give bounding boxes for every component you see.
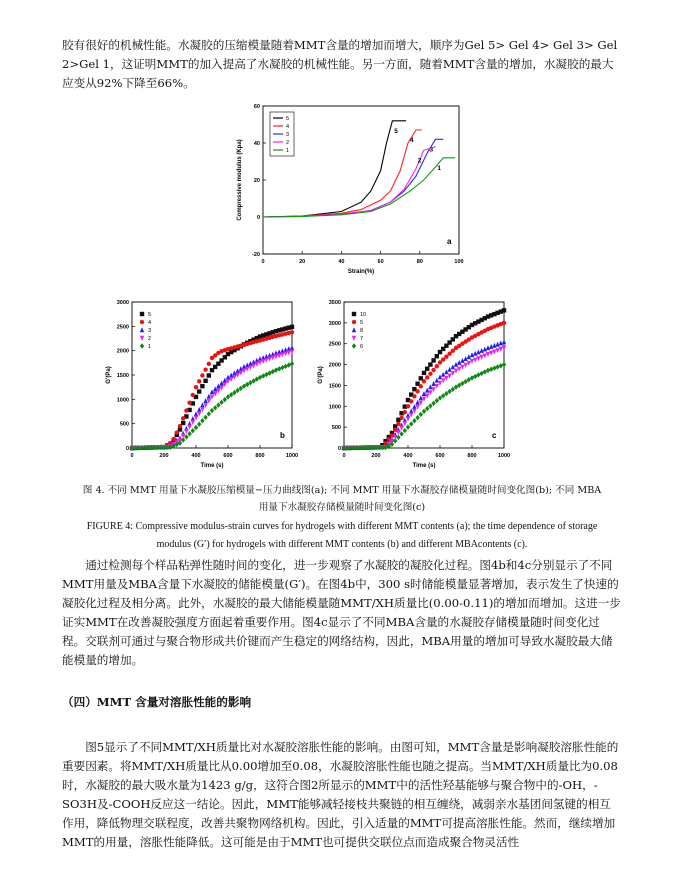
data-point	[435, 354, 439, 358]
x-tick-label: 1000	[497, 453, 511, 459]
data-point	[415, 400, 419, 405]
data-point	[425, 375, 429, 379]
intro-paragraph: 胶有很好的机械性能。水凝胶的压缩模量随着MMT含量的增加而增大，顺序为Gel 5> Gel 4> Gel 3> Gel 2>Gel 1，这证明MMT的加入提高了水凝胶的机械性能。另一方面，随着MMT含量的增加，水凝胶的最大应变从92%下降至66%。	[62, 38, 618, 90]
y-tick-label: 60	[253, 104, 260, 110]
y-tick-label: 1000	[116, 397, 129, 404]
data-point	[200, 418, 204, 423]
data-point	[415, 415, 419, 420]
x-tick-label: 200	[159, 453, 169, 459]
data-point	[502, 308, 506, 312]
data-point	[495, 364, 499, 369]
data-point	[428, 403, 432, 408]
data-point	[187, 425, 191, 430]
data-point	[399, 416, 403, 420]
data-point	[283, 351, 287, 356]
data-point	[267, 357, 271, 362]
y-tick-label: 3500	[328, 300, 341, 306]
data-point	[412, 394, 416, 398]
x-tick-label: 20	[299, 259, 306, 265]
data-point	[412, 418, 416, 423]
y-tick-label: 20	[253, 178, 260, 184]
data-point	[197, 379, 201, 383]
y-tick-label: 0	[256, 215, 260, 221]
data-point	[499, 363, 503, 368]
data-point	[274, 354, 278, 359]
series-1	[130, 361, 294, 451]
legend-label: 1	[148, 344, 152, 350]
data-point	[191, 420, 195, 425]
data-point	[277, 353, 281, 358]
series-2	[130, 349, 294, 450]
curve-label: 5	[394, 127, 398, 135]
legend-marker	[352, 336, 356, 341]
legend-label: 1	[286, 148, 290, 154]
chart-storage-modulus-mmt	[100, 296, 305, 474]
data-point	[428, 372, 432, 376]
legend-label: 5	[148, 312, 152, 318]
x-tick-label: 400	[191, 453, 201, 459]
y-tick-label: 0	[125, 446, 129, 452]
data-point	[409, 399, 413, 403]
legend-marker	[140, 327, 144, 332]
data-point	[447, 367, 451, 372]
panel-label: b	[280, 431, 285, 440]
swelling-paragraph: 图5显示了不同MMT/XH质量比对水凝胶溶胀性能的影响。由图可知，MMT含量是影响凝胶溶胀性能的重要因素。将MMT/XH质量比从0.00增加至0.08，水凝胶溶胀性能也随之提高。当MMT/XH质量比为0.08时，水凝胶的最大吸水量为1423 g/g，这符合图2所显示的MMT中的活性羟基能够与聚合物中的-OH，-SO3H及-COOH反应这一结论。因此，MMT能够减轻接枝共聚链的相互缠绕，减弱亲水基团间氢键的相互作用，降低物理交联程度，改善共聚物网络机构。因此，引入适量的MMT可提高溶胀性能。然而，继续增加MMT的用量，溶胀性能降低。这可能是由于MMT也可提供交联位点而造成聚合物灵活性	[62, 740, 619, 849]
x-tick-label: 800	[255, 453, 265, 459]
x-tick-label: 600	[435, 453, 445, 459]
data-point	[203, 415, 207, 420]
data-point	[203, 398, 207, 403]
data-point	[200, 373, 204, 377]
x-tick-label: 400	[403, 453, 413, 459]
data-point	[261, 359, 265, 364]
data-point	[207, 399, 211, 404]
data-point	[223, 397, 227, 402]
y-axis-label: G'(Pa)	[106, 366, 112, 384]
chart-compressive-modulus	[235, 100, 475, 285]
data-point	[396, 422, 400, 426]
legend-label: 2	[148, 336, 152, 342]
data-point	[194, 416, 198, 421]
series-5	[130, 325, 294, 451]
data-point	[415, 389, 419, 393]
figure-caption-en-line1: FIGURE 4: Compressive modulus-strain curves for hydrogels with different MMT contents (a); the time dependence of storage	[86, 521, 598, 532]
data-point	[451, 364, 455, 369]
curve-label: 4	[409, 137, 414, 145]
data-point	[502, 339, 506, 344]
data-point	[216, 402, 220, 407]
x-tick-label: 40	[338, 259, 345, 265]
data-point	[191, 428, 195, 433]
data-point	[489, 367, 493, 372]
series-line	[263, 147, 436, 217]
data-point	[422, 409, 426, 414]
figure-caption-cn-line2: 用量下水凝胶存储模量随时间变化图(c)	[258, 502, 426, 513]
x-tick-label: 600	[223, 453, 233, 459]
y-tick-label: 2000	[116, 348, 129, 355]
legend-label: 2	[286, 140, 290, 146]
x-tick-label: 60	[377, 259, 384, 265]
data-point	[290, 325, 294, 329]
data-point	[280, 352, 284, 357]
data-point	[492, 365, 496, 370]
data-point	[290, 345, 294, 350]
series-1	[263, 158, 455, 217]
legend	[270, 112, 294, 156]
legend-label: 5	[286, 116, 290, 122]
data-point	[419, 412, 423, 417]
y-tick-label: 1500	[116, 373, 129, 379]
data-point	[175, 430, 179, 434]
x-tick-label: 1000	[285, 453, 299, 459]
data-point	[403, 410, 407, 414]
y-axis-label: G'(Pa)	[318, 366, 324, 384]
data-point	[499, 341, 503, 346]
legend-label: 5	[360, 320, 364, 326]
data-point	[393, 438, 397, 443]
curve-label: 2	[417, 157, 422, 165]
data-point	[210, 408, 214, 413]
data-point	[194, 425, 198, 430]
data-point	[486, 345, 490, 350]
data-point	[425, 406, 429, 411]
x-tick-label: 100	[454, 259, 464, 265]
data-point	[431, 368, 435, 372]
data-point	[203, 379, 207, 383]
data-point	[264, 358, 268, 363]
data-point	[197, 389, 201, 393]
legend-label: 3	[148, 328, 152, 334]
data-point	[492, 343, 496, 348]
y-tick-label: 3000	[328, 320, 341, 327]
y-tick-label: 1500	[328, 383, 341, 390]
chart-panel-a	[237, 104, 464, 275]
curve-label: 3	[429, 146, 434, 154]
legend-marker	[140, 312, 144, 316]
data-point	[489, 344, 493, 349]
curve-label: 1	[437, 164, 441, 172]
data-point	[419, 395, 423, 400]
data-point	[290, 330, 294, 334]
series-6	[342, 362, 506, 451]
chart-storage-modulus-mba	[312, 296, 517, 474]
data-point	[406, 424, 410, 429]
panel-label: a	[447, 237, 452, 246]
x-axis-label: Time (s)	[412, 463, 436, 469]
data-point	[502, 362, 506, 367]
data-point	[419, 384, 423, 388]
y-tick-label: 2500	[328, 341, 341, 348]
legend-label: 4	[286, 124, 290, 130]
data-point	[422, 371, 426, 375]
legend-marker	[352, 312, 356, 316]
data-point	[181, 416, 185, 420]
legend	[140, 312, 151, 350]
y-tick-label: -20	[252, 252, 260, 258]
figure-caption-en-line2: modulus (G′) for hydrogels with different MMT contents (b) and different MBAcontents (c).	[156, 539, 528, 550]
data-point	[422, 379, 426, 383]
data-point	[178, 424, 182, 428]
discussion-paragraph: 通过检测每个样品粘弹性随时间的变化，进一步观察了水凝胶的凝胶化过程。图4b和4c分别显示了不同MMT用量及MBA含量下水凝胶的储能模量(G′)。在图4b中，300 s时储能模量显著增加，表示发生了快速的凝胶化过程及相分离。此外，水凝胶的最大储能模量随MMT/XH质量比(0.00-0.11)的增加而增加。这进一步证实MMT在改善凝胶强度方面起着重要作用。图4c显示了不同MBA含量的水凝胶存储模量随时间变化过程。交联剂可通过与聚合物形成共价键而产生稳定的网络结构，因此，MBA用量的增加可导致水凝胶最大储能模量的增加。	[62, 558, 621, 667]
legend-label: 4	[148, 320, 152, 326]
chart-panel-c	[318, 300, 510, 469]
x-tick-label: 0	[261, 259, 265, 265]
x-tick-label: 200	[371, 453, 381, 459]
data-point	[187, 401, 191, 405]
data-point	[207, 411, 211, 416]
y-tick-label: 0	[337, 446, 341, 452]
y-tick-label: 1000	[328, 404, 341, 411]
data-point	[428, 362, 432, 366]
data-point	[207, 394, 211, 399]
y-tick-label: 2500	[116, 324, 129, 331]
data-point	[403, 428, 407, 433]
y-tick-label: 500	[331, 425, 341, 432]
data-point	[290, 349, 294, 354]
legend-marker	[352, 327, 356, 332]
y-tick-label: 2000	[328, 362, 341, 369]
data-point	[207, 373, 211, 377]
data-point	[191, 393, 195, 397]
data-point	[219, 400, 223, 405]
legend-label: 6	[360, 344, 364, 350]
y-tick-label: 3000	[116, 300, 129, 306]
legend	[352, 312, 366, 350]
data-point	[207, 362, 211, 366]
x-axis-label: Time (s)	[200, 463, 224, 469]
y-axis-label: Compressive modulus (Kpa)	[237, 139, 243, 221]
data-point	[425, 367, 429, 371]
data-point	[203, 367, 207, 371]
data-point	[194, 385, 198, 389]
legend-label: 8	[360, 328, 364, 334]
data-point	[409, 421, 413, 426]
data-point	[403, 421, 407, 426]
x-tick-label: 0	[130, 453, 134, 459]
data-point	[287, 350, 291, 355]
data-point	[406, 404, 410, 408]
x-tick-label: 80	[416, 259, 423, 265]
data-point	[187, 431, 191, 436]
x-tick-label: 800	[467, 453, 477, 459]
data-point	[495, 342, 499, 347]
panel-label: c	[492, 431, 497, 440]
legend-label: 3	[286, 132, 290, 138]
x-axis-label: Strain(%)	[347, 269, 375, 275]
data-point	[431, 401, 435, 406]
data-point	[435, 398, 439, 403]
data-point	[210, 395, 214, 400]
data-point	[200, 384, 204, 388]
series-2	[263, 147, 436, 217]
data-point	[435, 364, 439, 368]
legend-marker	[140, 343, 144, 348]
data-point	[271, 355, 275, 360]
data-point	[181, 421, 185, 425]
data-point	[431, 358, 435, 362]
y-tick-label: 40	[253, 141, 260, 147]
data-point	[502, 321, 506, 325]
data-point	[406, 417, 410, 422]
legend-marker	[352, 320, 356, 324]
data-point	[197, 421, 201, 426]
section-heading: （四）MMT 含量对溶胀性能的影响	[62, 695, 252, 709]
figure-caption-cn-line1: 图 4. 不同 MMT 用量下水凝胶压缩模量−压力曲线图(a); 不同 MMT 用量下水凝胶存储模量随时间变化图(b); 不同 MBA	[82, 485, 602, 496]
legend-marker	[140, 336, 144, 341]
series-7	[342, 346, 506, 451]
legend-marker	[352, 343, 356, 348]
data-point	[213, 405, 217, 410]
x-tick-label: 0	[342, 453, 346, 459]
data-point	[184, 408, 188, 412]
series-5	[342, 321, 506, 451]
series-line	[263, 158, 455, 217]
chart-panel-b	[106, 300, 298, 469]
legend-label: 10	[360, 312, 367, 318]
legend-marker	[140, 320, 144, 324]
y-tick-label: 500	[119, 421, 129, 428]
legend-label: 7	[360, 336, 364, 342]
data-point	[399, 426, 403, 431]
